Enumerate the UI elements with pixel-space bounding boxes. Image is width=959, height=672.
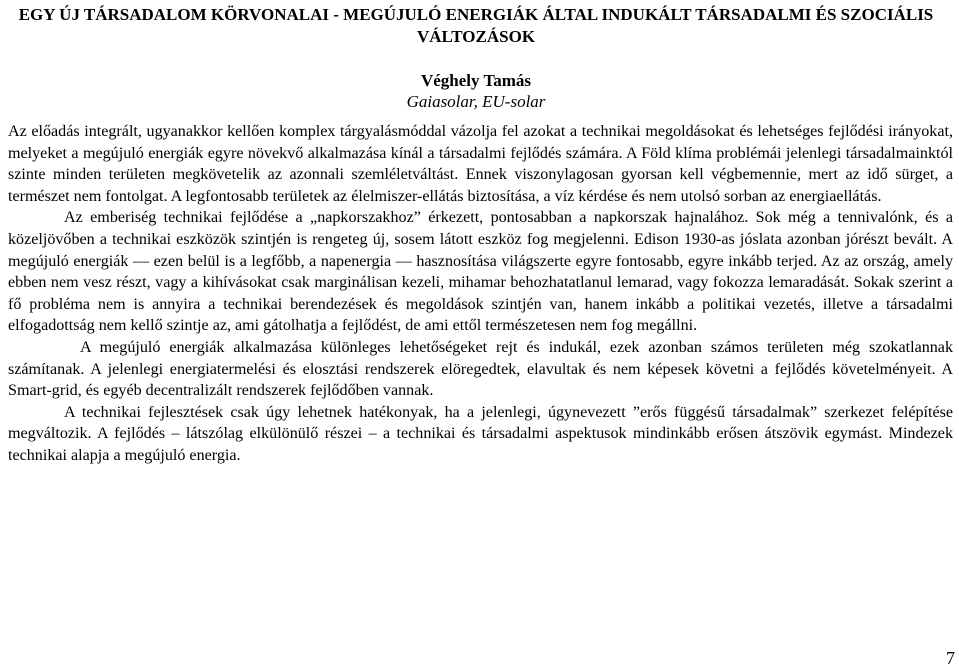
paragraph: A technikai fejlesztések csak úgy lehetnek hatékonyak, ha a jelenlegi, úgynevezett ”erős függésű társadalmak” szerkezet felépítése megváltozik. A fejlődés – látszólag elkülönülő részei – a technikai és társadalmi aspektusok mindinkább erősen átszövik egymást. Mindezek technikai alapja a megújuló energia.	[8, 403, 953, 464]
author-affiliation: Gaiasolar, EU-solar	[406, 92, 546, 111]
paragraph: A megújuló energiák alkalmazása különleges lehetőségeket rejt és indukál, ezek azonban számos területen még szokatlannak számítanak. A jelenlegi energiatermelési és elosztási rendszerek elöregedtek, elavultak és nem képesek követni a fejlődés követelményeit. A Smart-grid, és egyéb decentralizált rendszerek fejlődőben vannak.	[8, 338, 953, 400]
paragraph: Az emberiség technikai fejlődése a „napkorszakhoz” érkezett, pontosabban a napkorszak hajnalához. Sok még a tennivalónk, és a közeljövőben a technikai eszközök szintjén is rengeteg új, sosem látott eszköz fog megjelenni. Edison 1930-as jóslata azonban jórészt bevált. A megújuló energiák — ezen belül is a legfőbb, a napenergia — hasznosítása világszerte egyre fontosabb, egyre inkább terjed. Az az ország, amely ebben nem vesz részt, vagy a kihívásokat csak marginálisan kezeli, mihamar behozhatatlanul lemarad, vagy fokozza lemaradását. Sokak szerint a fő probléma nem is annyira a technikai berendezések és megoldások szintjén van, hanem inkább a politikai vezetés, illetve a társadalmi elfogadottság nem kellő szintje az, ami gátolhatja a fejlődést, de ami ettől természetesen nem fog megállni.	[8, 209, 953, 335]
author-name: Véghely Tamás	[420, 71, 532, 90]
page-number: 7	[946, 648, 955, 668]
paragraph: Az előadás integrált, ugyanakkor kellően komplex tárgyalásmóddal vázolja fel azokat a technikai megoldásokat és lehetséges fejlődési irányokat, melyeket a megújuló energiák egyre növekvő alkalmazása kínál a társadalmi fejlődés számára. A Föld klíma problémái jelenlegi társadalmainktól szinte minden területen megkövetelik az azonnali szemléletváltást. Ennek viszonylagosan gyorsan kell végbemennie, mert az idő sürget, a természet nem fontolgat. A legfontosabb területek az élelmiszer-ellátás biztosítása, a víz kérdése és nem utolsó sorban az energiaellátás.	[8, 123, 953, 205]
abstract-body	[8, 121, 953, 467]
document-title: EGY ÚJ TÁRSADALOM KÖRVONALAI - MEGÚJULÓ ENERGIÁK ÁLTAL INDUKÁLT TÁRSADALMI ÉS SZOCIÁLIS VÁLTOZÁSOK	[18, 5, 934, 46]
